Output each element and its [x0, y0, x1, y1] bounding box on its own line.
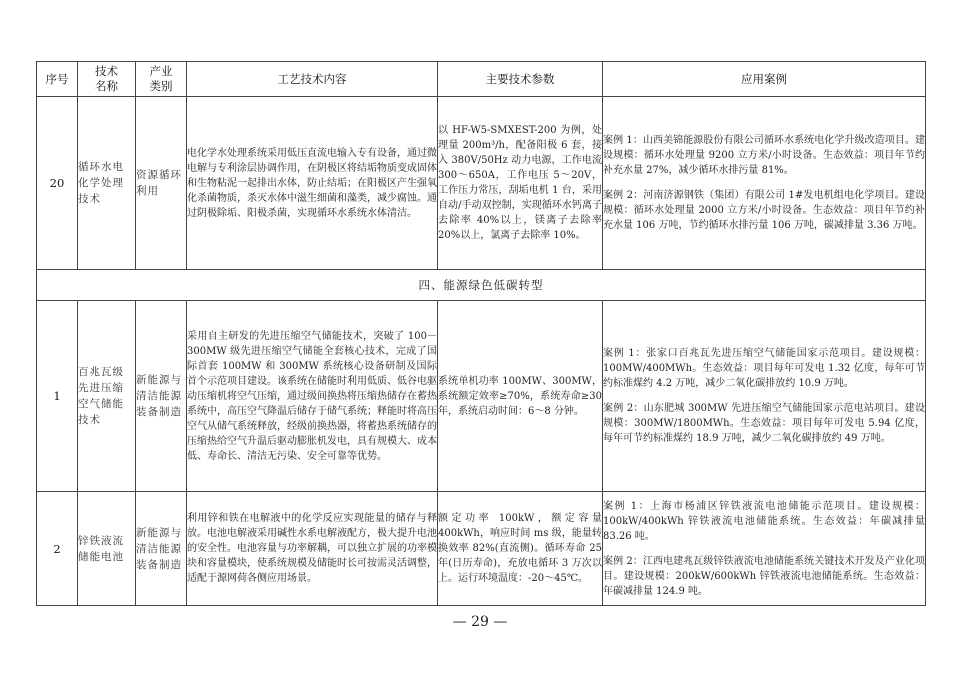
row-index: 20	[37, 97, 78, 270]
row-process: 电化学水处理系统采用低压直流电输入专有设备，通过微电解与专利涂层协调作用，在阴极区将结垢物质变成固体和生物粘泥一起排出水体，防止结垢；在阳极区产生强氧化杀菌物质，杀灭水体中滋生细菌和藻类，减少腐蚀。通过阴极除垢、阳极杀菌，实现循环水系统水体清洁。	[187, 97, 438, 270]
row-cases	[603, 492, 926, 606]
table-row	[37, 97, 926, 270]
case-1: 案例 1：上海市杨浦区锌铁液流电池储能示范项目。建设规模：100kW/400kWh 锌铁液流电池储能系统。生态效益：年碳减排量 83.26 吨。	[603, 500, 925, 542]
row-index: 2	[37, 492, 78, 606]
row-params: 以 HF-W5-SMXEST-200 为例，处理量 200m³/h，配备阳极 6 套，接入 380V/50Hz 动力电源，工作电流 300～650A，工作电压 5～20V，工作压力常压，刮垢电机 1 台，采用自动/手动双控制，实现循环水钙离子去除率 40%以上，镁离子去除率 20%以上，氯离子去除率 10%。	[438, 97, 603, 270]
row-tech-name: 循环水电化学处理技术	[78, 97, 136, 270]
row-industry: 新能源与清洁能源装备制造	[136, 492, 187, 606]
technology-catalog-table	[36, 61, 926, 606]
header-cases: 应用案例	[603, 62, 926, 97]
case-2: 案例 2：江西电建兆瓦级锌铁液流电池储能系统关键技术开发及产业化项目。建设规模：200kW/600kWh 锌铁液流电池储能系统。生态效益：年碳减排量 124.9 吨。	[603, 555, 925, 597]
row-params: 系统单机功率 100MW、300MW，系统额定效率≥70%，系统寿命≥30 年，系统启动时间：6～8 分钟。	[438, 301, 603, 492]
header-params: 主要技术参数	[438, 62, 603, 97]
row-industry: 资源循环利用	[136, 97, 187, 270]
header-index: 序号	[37, 62, 78, 97]
table-row	[37, 492, 926, 606]
row-tech-name: 锌铁液流储能电池	[78, 492, 136, 606]
row-process: 利用锌和铁在电解液中的化学反应实现能量的储存与释放。电池电解液采用碱性水系电解液配方，极大提升电池的安全性。电池容量与功率解耦，可以独立扩展的功率模块和容量模块，使系统规模及储能时长可按需灵活调整，适配于源网荷各侧应用场景。	[187, 492, 438, 606]
row-cases	[603, 97, 926, 270]
case-1: 案例 1：张家口百兆瓦先进压缩空气储能国家示范项目。建设规模：100MW/400MWh。生态效益：项目每年可发电 1.32 亿度，每年可节约标准煤约 4.2 万吨，减少二氧化碳排放约 10.9 万吨。	[603, 348, 925, 389]
row-cases	[603, 301, 926, 492]
case-1: 案例 1：山西美锦能源股份有限公司循环水系统电化学升级改造项目。建设规模：循环水处理量 9200 立方米/小时设备。生态效益：项目年节约补充水量 27%，减少循环水排污量 81%。	[603, 135, 925, 176]
row-index: 1	[37, 301, 78, 492]
case-2: 案例 2：河南济源钢铁（集团）有限公司 1#发电机组电化学项目。建设规模：循环水处理量 2000 立方米/小时设备。生态效益：项目年节约补充水量 106 万吨，节约循环水排污量 106 万吨，碳减排量 3.36 万吨。	[603, 190, 925, 231]
table-row	[37, 301, 926, 492]
header-process: 工艺技术内容	[187, 62, 438, 97]
page-number: — 29 —	[452, 614, 508, 630]
header-tech-name	[78, 62, 136, 97]
row-tech-name: 百兆瓦级先进压缩空气储能技术	[78, 301, 136, 492]
table-header-row	[37, 62, 926, 97]
header-tech-name-text: 技术名称	[95, 64, 118, 93]
row-industry: 新能源与清洁能源装备制造	[136, 301, 187, 492]
section-title: 四、能源绿色低碳转型	[37, 270, 926, 301]
case-2: 案例 2：山东肥城 300MW 先进压缩空气储能国家示范电站项目。建设规模：300MW/1800MWh。生态效益：项目每年可发电 5.94 亿度，每年可节约标准煤约 18.9 万吨，减少二氧化碳排放约 49 万吨。	[603, 403, 925, 444]
header-industry-text: 产业类别	[149, 64, 173, 93]
row-process: 采用自主研发的先进压缩空气储能技术，突破了 100－300MW 级先进压缩空气储能全套核心技术，完成了国际首套 100MW 和 300MW 系统核心设备研制及国际首个示范项目建设。该系统在储能时利用低质、低谷电驱动压缩机将空气压缩，通过级间换热将压缩热储存在蓄热系统中，高压空气降温后储存于储气系统；释能时将高压空气从储气系统释放，经级前换热器，将蓄热系统储存的压缩热给空气升温后驱动膨胀机发电，具有规模大、成本低、寿命长、清洁无污染、安全可靠等优势。	[187, 301, 438, 492]
row-params: 额定功率 100kW，额定容量 400kWh，响应时间 ms 级，能量转换效率 82%(直流侧)。循环寿命 25 年(日历寿命)，充放电循环 3 万次以上。运行环境温度：-20～45℃。	[438, 492, 603, 606]
section-row	[37, 270, 926, 301]
header-industry	[136, 62, 187, 97]
